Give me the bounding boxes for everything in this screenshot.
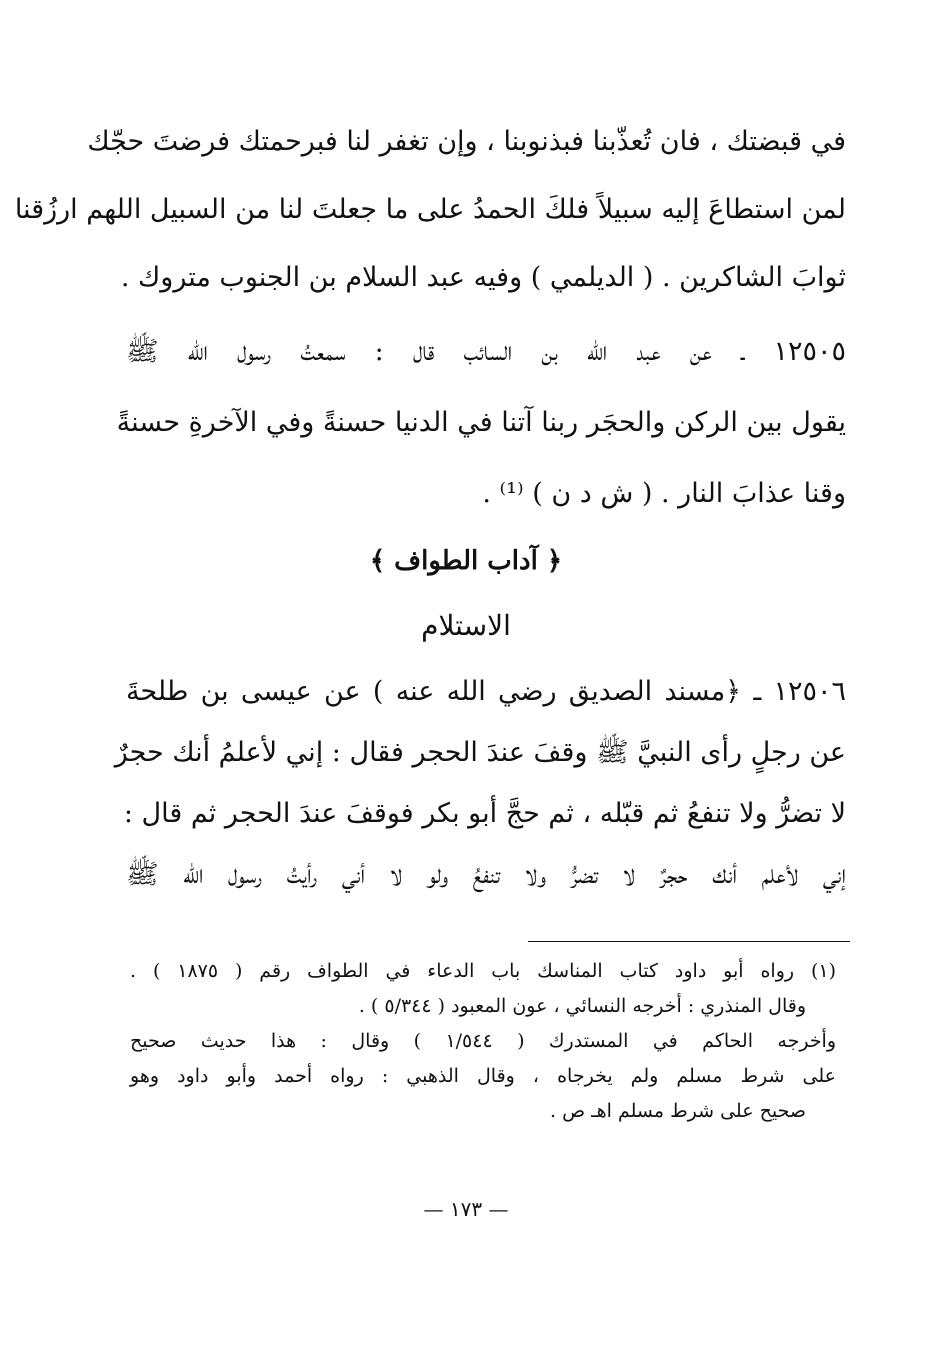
- text-line: في قبضتك ، فان تُعذّبنا فبذنوبنا ، وإن تغفر لنا فبرحمتك فرضتَ حجّك: [87, 126, 846, 157]
- paragraph-continuation: [14, 126, 846, 332]
- footnote-line: وأخرجه الحاكم في المستدرك ( ١/٥٤٤ ) وقال : هذا حديث صحيح: [130, 1030, 837, 1052]
- text-line: يقول بين الركن والحجَر ربنا آتنا في الدنيا حسنةً وفي الآخرةِ حسنةً: [116, 407, 846, 438]
- footnote-line: صحيح على شرط مسلم اهـ ص .: [549, 1100, 806, 1122]
- hadith-12506: [114, 676, 846, 922]
- text-line: ثوابَ الشاكرين . ( الديلمي ) وفيه عبد السلام بن الجنوب متروك .: [120, 262, 846, 293]
- section-heading: ﴿ آداب الطواف ﴾: [369, 546, 563, 576]
- hadith-12505: [116, 336, 846, 551]
- footnote-line: على شرط مسلم ولم يخرجاه ، وقال الذهبي : رواه أحمد وأبو داود وهو: [130, 1065, 836, 1087]
- text-line: ١٢٥٠٦ ـ ﴿مسند الصديق رضي الله عنه ) عن عيسى بن طلحةَ: [126, 676, 846, 707]
- footnote-line: وقال المنذري : أخرجه النسائي ، عون المعبود ( ٥/٣٤٤ ) .: [358, 995, 806, 1017]
- text-line: لمن استطاعَ إليه سبيلاً فلكَ الحمدُ على ما جعلتَ لنا من السبيل اللهم ارزُقنا: [14, 194, 846, 225]
- text-line: وقنا عذابَ النار . ( ش د ن ) ⁽¹⁾ .: [482, 478, 846, 509]
- text-line: عن رجلٍ رأى النبيَّ ﷺ وقفَ عندَ الحجر فقال : إني لأعلمُ أنك حجرٌ: [114, 737, 846, 768]
- text-line: ١٢٥٠٥ ـ عن عبد الله بن السائب قال : سمعتُ رسول الله ﷺ: [126, 336, 846, 367]
- footnote-line: (١) رواه أبو داود كتاب المناسك باب الدعاء في الطواف رقم ( ١٨٧٥ ) .: [130, 960, 837, 982]
- subsection-heading: الاستلام: [421, 609, 511, 642]
- footnote-divider: [528, 941, 850, 942]
- text-line: إني لأعلم أنك حجرٌ لا تضرُّ ولا تنفعُ ولو لا أني رأيتُ رسول الله ﷺ: [126, 859, 846, 890]
- footnotes: [130, 962, 836, 1137]
- page-number: — ١٧٣ —: [423, 1197, 509, 1221]
- text-line: لا تضرُّ ولا تنفعُ ثم قبّله ، ثم حجَّ أبو بكر فوقفَ عندَ الحجر ثم قال :: [123, 798, 846, 829]
